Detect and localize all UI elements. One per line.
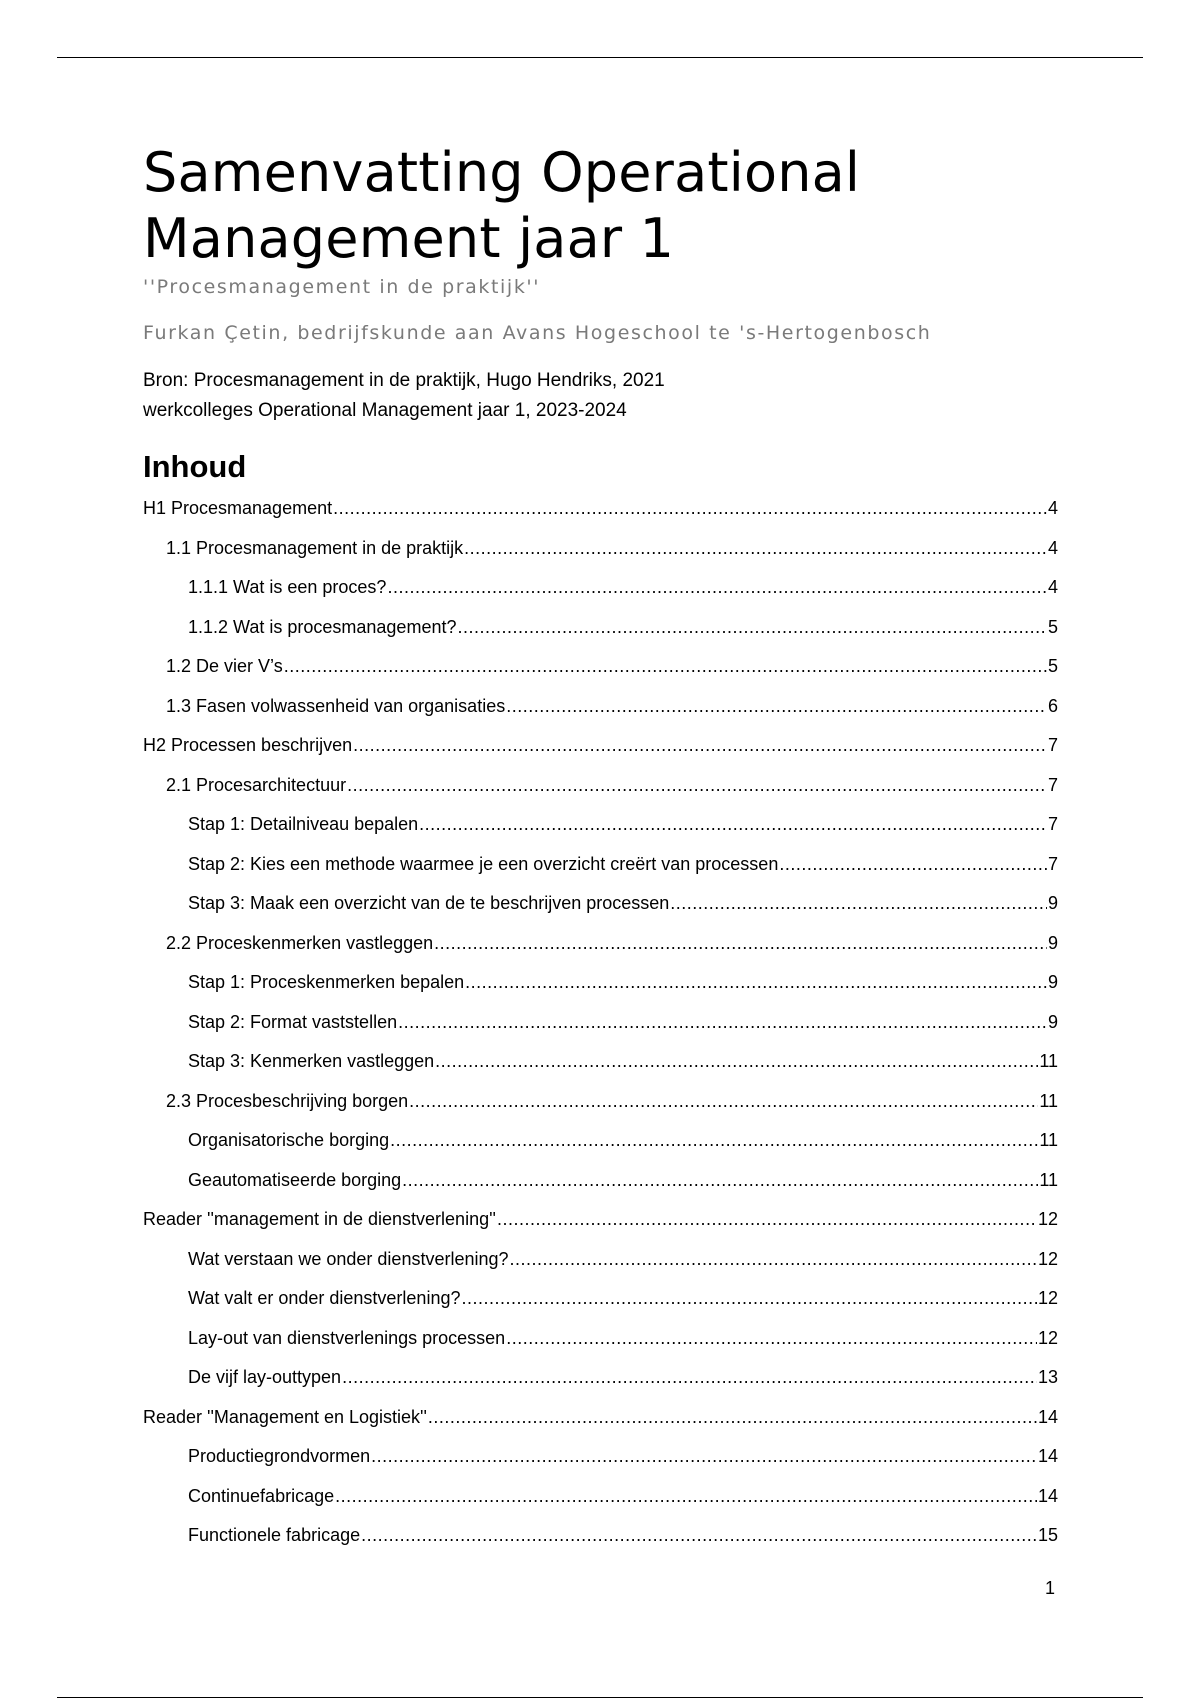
toc-dot-leader [510, 1249, 1037, 1270]
toc-entry-label: Stap 3: Kenmerken vastleggen [188, 1051, 435, 1071]
source-block [143, 366, 665, 426]
toc-entry-page: 13 [1037, 1367, 1058, 1387]
toc-entry-label: Reader ''management in de dienstverlening'' [143, 1209, 496, 1229]
toc-entry-page: 11 [1039, 1169, 1058, 1190]
toc-dot-leader [387, 577, 1047, 598]
toc-entry-label: Stap 3: Maak een overzicht van de te beschrijven processen [188, 893, 670, 913]
toc-entry-page: 12 [1037, 1209, 1058, 1229]
toc-dot-leader [371, 1446, 1037, 1467]
toc-entry-page: 7 [1047, 853, 1058, 874]
toc-entry-label: 1.2 De vier V’s [166, 656, 283, 676]
toc-entry-page: 4 [1047, 498, 1058, 518]
toc-entry-label: De vijf lay-outtypen [188, 1367, 342, 1387]
author-line: Furkan Çetin, bedrijfskunde aan Avans Hogeschool te 's-Hertogenbosch [143, 322, 932, 344]
toc-dot-leader [506, 1328, 1037, 1349]
toc-entry[interactable] [143, 696, 1058, 736]
toc-entry-page: 12 [1037, 1327, 1058, 1348]
toc-entry-page: 14 [1037, 1446, 1058, 1466]
toc-entry-label: Wat verstaan we onder dienstverlening? [188, 1248, 509, 1269]
toc-entry-label: 1.3 Fasen volwassenheid van organisaties [166, 695, 506, 716]
toc-entry-label: H1 Procesmanagement [143, 498, 333, 518]
page-number: 1 [1045, 1578, 1056, 1598]
toc-dot-leader [333, 498, 1047, 519]
toc-dot-leader [402, 1170, 1038, 1191]
toc-entry[interactable] [143, 1407, 1058, 1447]
toc-entry[interactable] [143, 1367, 1058, 1407]
toc-entry-label: Productiegrondvormen [188, 1446, 371, 1466]
toc-entry-page: 7 [1047, 774, 1058, 795]
toc-entry-page: 4 [1047, 577, 1058, 597]
toc-entry-label: Stap 1: Detailniveau bepalen [188, 814, 419, 834]
table-of-contents [143, 498, 1058, 1565]
toc-entry[interactable] [143, 814, 1058, 854]
toc-dot-leader [409, 1091, 1038, 1112]
toc-entry-label: Wat valt er onder dienstverlening? [188, 1288, 461, 1308]
toc-entry-page: 15 [1037, 1525, 1058, 1545]
toc-dot-leader [342, 1367, 1037, 1388]
toc-entry-page: 14 [1037, 1406, 1058, 1427]
toc-entry-page: 11 [1039, 1130, 1058, 1150]
toc-entry-label: 1.1 Procesmanagement in de praktijk [166, 537, 464, 558]
toc-entry[interactable] [143, 656, 1058, 696]
toc-entry[interactable] [143, 1288, 1058, 1328]
toc-entry-page: 5 [1047, 656, 1058, 676]
toc-heading: Inhoud [143, 449, 247, 484]
toc-entry[interactable] [143, 577, 1058, 617]
toc-entry-label: Stap 2: Kies een methode waarmee je een overzicht creërt van processen [188, 853, 779, 874]
toc-dot-leader [435, 1051, 1038, 1072]
toc-entry[interactable] [143, 735, 1058, 775]
toc-entry[interactable] [143, 498, 1058, 538]
toc-dot-leader [779, 854, 1047, 875]
toc-entry[interactable] [143, 1209, 1058, 1249]
toc-entry[interactable] [143, 1091, 1058, 1131]
toc-entry-page: 7 [1047, 814, 1058, 834]
toc-entry-label: Continuefabricage [188, 1485, 335, 1506]
toc-dot-leader [464, 538, 1047, 559]
toc-entry-page: 5 [1047, 616, 1058, 637]
document-subtitle: ''Procesmanagement in de praktijk'' [143, 276, 541, 298]
toc-entry[interactable] [143, 1249, 1058, 1289]
toc-entry-label: 1.1.1 Wat is een proces? [188, 577, 387, 597]
toc-entry-label: Organisatorische borging [188, 1130, 390, 1150]
toc-entry-label: Stap 1: Proceskenmerken bepalen [188, 972, 465, 992]
footer-rule [57, 1697, 1143, 1698]
toc-entry-page: 11 [1039, 1051, 1058, 1071]
toc-entry-page: 4 [1047, 537, 1058, 558]
toc-entry[interactable] [143, 893, 1058, 933]
title-line-1: Samenvatting Operational [143, 141, 861, 204]
toc-entry-label: H2 Processen beschrijven [143, 735, 353, 755]
toc-entry[interactable] [143, 1051, 1058, 1091]
toc-dot-leader [506, 696, 1047, 717]
toc-dot-leader [428, 1407, 1037, 1428]
toc-entry-label: 2.1 Procesarchitectuur [166, 774, 347, 795]
toc-entry[interactable] [143, 933, 1058, 973]
header-rule [57, 57, 1143, 58]
toc-entry[interactable] [143, 972, 1058, 1012]
toc-entry[interactable] [143, 1012, 1058, 1052]
toc-entry[interactable] [143, 1170, 1058, 1210]
toc-entry[interactable] [143, 1130, 1058, 1170]
toc-dot-leader [361, 1525, 1037, 1546]
toc-dot-leader [335, 1486, 1037, 1507]
toc-entry[interactable] [143, 538, 1058, 578]
toc-entry[interactable] [143, 1486, 1058, 1526]
toc-dot-leader [398, 1012, 1047, 1033]
source-line-1: Bron: Procesmanagement in de praktijk, Hugo Hendriks, 2021 [143, 370, 665, 391]
toc-entry[interactable] [143, 1328, 1058, 1368]
toc-entry-page: 12 [1037, 1248, 1058, 1269]
toc-dot-leader [353, 735, 1047, 756]
toc-dot-leader [390, 1130, 1038, 1151]
toc-dot-leader [457, 617, 1047, 638]
toc-entry-label: 1.1.2 Wat is procesmanagement? [188, 616, 457, 637]
title-line-2: Management jaar 1 [143, 207, 675, 270]
toc-entry-page: 12 [1037, 1288, 1058, 1308]
toc-entry-page: 11 [1039, 1090, 1058, 1111]
toc-entry[interactable] [143, 617, 1058, 657]
toc-entry-page: 9 [1047, 893, 1058, 913]
toc-dot-leader [465, 972, 1047, 993]
toc-entry-label: Reader ''Management en Logistiek'' [143, 1406, 427, 1427]
toc-entry-page: 14 [1037, 1485, 1058, 1506]
toc-entry-page: 9 [1047, 972, 1058, 992]
toc-dot-leader [419, 814, 1047, 835]
toc-entry-page: 9 [1047, 1011, 1058, 1032]
toc-entry-page: 7 [1047, 735, 1058, 755]
toc-entry[interactable] [143, 775, 1058, 815]
toc-entry[interactable] [143, 1525, 1058, 1565]
toc-entry-label: Geautomatiseerde borging [188, 1169, 402, 1190]
toc-entry-label: Functionele fabricage [188, 1525, 361, 1545]
toc-dot-leader [497, 1209, 1037, 1230]
toc-entry-page: 9 [1047, 932, 1058, 953]
toc-dot-leader [461, 1288, 1036, 1309]
toc-entry-label: Stap 2: Format vaststellen [188, 1011, 398, 1032]
toc-dot-leader [347, 775, 1047, 796]
toc-entry-label: Lay-out van dienstverlenings processen [188, 1327, 506, 1348]
toc-entry[interactable] [143, 1446, 1058, 1486]
source-line-2: werkcolleges Operational Management jaar 1, 2023-2024 [143, 400, 627, 421]
toc-dot-leader [670, 893, 1047, 914]
toc-dot-leader [284, 656, 1047, 677]
toc-dot-leader [434, 933, 1047, 954]
document-title [143, 140, 1058, 272]
toc-entry-page: 6 [1047, 695, 1058, 716]
toc-entry-label: 2.3 Procesbeschrijving borgen [166, 1090, 409, 1111]
toc-entry[interactable] [143, 854, 1058, 894]
toc-entry-label: 2.2 Proceskenmerken vastleggen [166, 932, 434, 953]
